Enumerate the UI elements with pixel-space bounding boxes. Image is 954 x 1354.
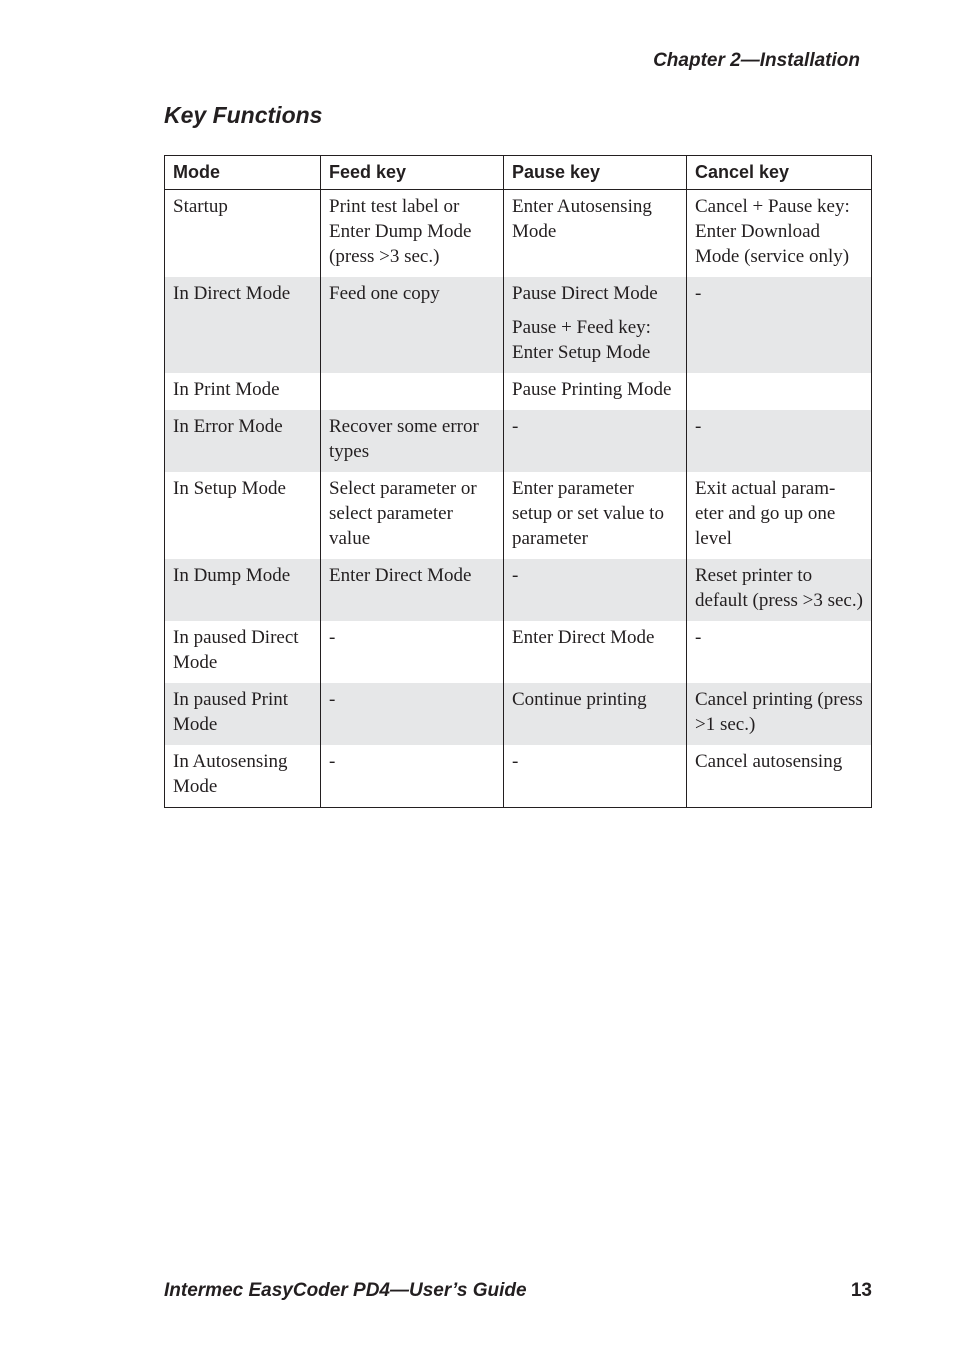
cell-text: Pause Printing Mode <box>512 379 672 400</box>
footer-guide-title: Intermec EasyCoder PD4—User’s Guide <box>164 1280 527 1301</box>
cell-feed-key <box>321 277 504 373</box>
cell-text: Startup <box>173 196 228 217</box>
cell-text: Feed one copy <box>329 283 440 304</box>
cell-text: Pause + Feed key: Enter Setup Mode <box>512 317 651 363</box>
table-row <box>165 683 872 745</box>
table-row <box>165 410 872 472</box>
cell-mode <box>165 745 321 808</box>
cell-feed-key <box>321 621 504 683</box>
cell-text: - <box>512 416 519 437</box>
running-header-chapter: Chapter 2—Installation <box>653 50 860 71</box>
table-row <box>165 472 872 559</box>
cell-text: Enter Direct Mode <box>329 565 472 586</box>
cell-text: Print test label or Enter Dump Mode (press >3 sec.) <box>329 196 472 267</box>
cell-text: - <box>695 416 702 437</box>
cell-text: In Direct Mode <box>173 283 291 304</box>
column-header-pause-key: Pause key <box>504 156 687 190</box>
table-row <box>165 373 872 410</box>
cell-cancel-key <box>687 373 872 410</box>
cell-text: - <box>329 751 336 772</box>
cell-feed-key <box>321 683 504 745</box>
cell-text: Exit actual param-eter and go up one level <box>695 478 836 549</box>
column-header-feed-key: Feed key <box>321 156 504 190</box>
table-row <box>165 621 872 683</box>
cell-mode <box>165 190 321 278</box>
cell-cancel-key <box>687 745 872 808</box>
cell-text: In Autosensing Mode <box>173 751 288 797</box>
cell-mode <box>165 277 321 373</box>
cell-text: In Dump Mode <box>173 565 291 586</box>
cell-cancel-key <box>687 559 872 621</box>
cell-pause-key <box>504 745 687 808</box>
cell-text: Enter Autosensing Mode <box>512 196 652 242</box>
table-row <box>165 190 872 278</box>
cell-pause-key <box>504 373 687 410</box>
cell-text: Reset printer to default (press >3 sec.) <box>695 565 863 611</box>
cell-mode <box>165 559 321 621</box>
cell-mode <box>165 683 321 745</box>
cell-feed-key <box>321 559 504 621</box>
key-functions-table <box>164 155 872 808</box>
cell-text: - <box>695 627 702 648</box>
cell-text: In Setup Mode <box>173 478 286 499</box>
cell-text: - <box>329 627 336 648</box>
cell-pause-key <box>504 190 687 278</box>
cell-feed-key <box>321 190 504 278</box>
cell-text: Continue printing <box>512 689 647 710</box>
cell-text: - <box>329 689 336 710</box>
cell-text: Cancel + Pause key: Enter Download Mode (service only) <box>695 196 850 267</box>
cell-feed-key <box>321 745 504 808</box>
cell-mode <box>165 410 321 472</box>
cell-feed-key <box>321 472 504 559</box>
cell-mode <box>165 472 321 559</box>
cell-text: Enter Direct Mode <box>512 627 655 648</box>
page-number: 13 <box>850 1280 872 1301</box>
cell-feed-key <box>321 373 504 410</box>
cell-mode <box>165 621 321 683</box>
cell-text: Pause Direct Mode <box>512 283 658 304</box>
cell-feed-key <box>321 410 504 472</box>
cell-text: - <box>512 751 519 772</box>
cell-mode <box>165 373 321 410</box>
cell-cancel-key <box>687 621 872 683</box>
table-body <box>165 190 872 808</box>
cell-cancel-key <box>687 410 872 472</box>
cell-pause-key <box>504 410 687 472</box>
cell-pause-key <box>504 472 687 559</box>
table-row <box>165 745 872 808</box>
cell-text: - <box>512 565 519 586</box>
table-row <box>165 277 872 373</box>
column-header-cancel-key: Cancel key <box>687 156 872 190</box>
cell-cancel-key <box>687 190 872 278</box>
table-header-row <box>165 156 872 190</box>
cell-text: In Error Mode <box>173 416 283 437</box>
table-row <box>165 559 872 621</box>
running-footer <box>164 1280 872 1302</box>
cell-cancel-key <box>687 277 872 373</box>
cell-pause-key <box>504 621 687 683</box>
cell-text: Recover some error types <box>329 416 479 462</box>
cell-text: - <box>695 283 702 304</box>
cell-pause-key <box>504 559 687 621</box>
column-header-mode: Mode <box>165 156 321 190</box>
cell-cancel-key <box>687 683 872 745</box>
cell-text: Enter parameter setup or set value to parameter <box>512 478 664 549</box>
cell-text: Cancel printing (press >1 sec.) <box>695 689 863 735</box>
cell-pause-key <box>504 683 687 745</box>
cell-text: In Print Mode <box>173 379 280 400</box>
cell-pause-key <box>504 277 687 373</box>
cell-cancel-key <box>687 472 872 559</box>
cell-text: Select parameter or select parameter value <box>329 478 477 549</box>
section-title: Key Functions <box>164 102 323 128</box>
cell-text: In paused Print Mode <box>173 689 289 735</box>
cell-text: Cancel autosensing <box>695 751 843 772</box>
cell-text: In paused Direct Mode <box>173 627 299 673</box>
